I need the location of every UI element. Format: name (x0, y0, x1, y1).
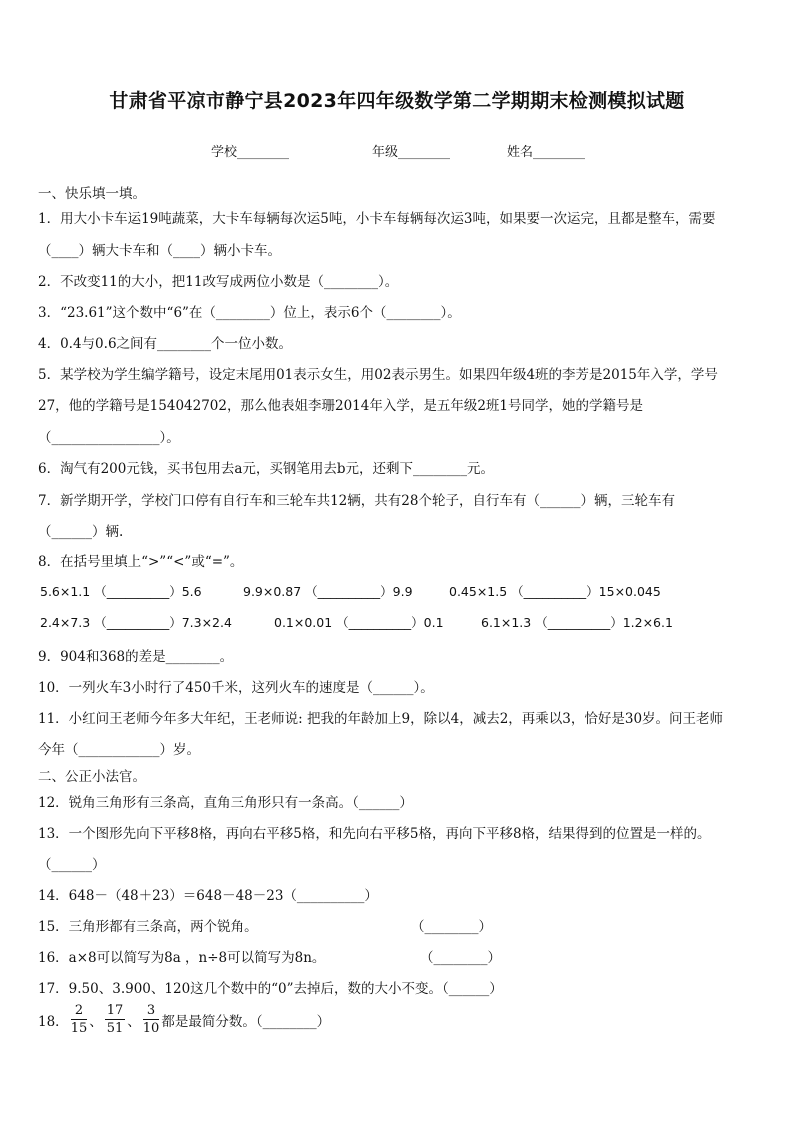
question-15-answer: （________） (411, 919, 492, 935)
question-16: 16．a×8可以简写为8a ，n÷8可以简写为8n。 (38, 950, 326, 966)
school-field[interactable]: 学校________ (211, 145, 290, 160)
question-17: 17．9.50、3.900、120这几个数中的“0”去掉后，数的大小不变。（______） (38, 981, 503, 997)
question-3: 3．“23.61”这个数中“6”在（________）位上，表示6个（________）。 (38, 305, 461, 321)
fraction-numerator: 3 (143, 1002, 160, 1020)
question-5-line-1: 5．某学校为学生编学籍号，设定末尾用01表示女生，用02表示男生。如果四年级4班的李芳是2015年入学，学号 (38, 367, 718, 383)
compare-item: 6.1×1.3 （__________）1.2×6.1 (481, 615, 673, 630)
question-16-answer: （________） (420, 950, 501, 966)
separator: 、 (89, 1013, 103, 1030)
question-8: 8．在括号里填上“>”“<”或“=”。 (38, 554, 244, 570)
question-11-line-2: 今年（____________）岁。 (38, 742, 200, 758)
question-14: 14．648－（48＋23）＝648－48－23（__________） (38, 888, 378, 904)
question-6: 6．淘气有200元钱，买书包用去a元，买钢笔用去b元，还剩下________元。 (38, 461, 495, 477)
fraction-3-10 (143, 1002, 160, 1037)
compare-item: 0.45×1.5 （__________）15×0.045 (449, 584, 661, 599)
question-7-line-2: （______）辆. (38, 524, 124, 540)
fraction-numerator: 2 (71, 1002, 88, 1020)
fraction-denominator: 51 (106, 1021, 124, 1036)
question-5-line-2: 27，他的学籍号是154042702，那么他表姐李珊2014年入学，是五年级2班1号同学，她的学籍号是 (38, 398, 644, 414)
question-5-line-3: （________________）。 (38, 430, 180, 446)
question-12: 12．锐角三角形有三条高，直角三角形只有一条高。（______） (38, 795, 413, 811)
fraction-2-15 (71, 1002, 88, 1037)
fraction-denominator: 10 (142, 1021, 160, 1036)
question-15: 15．三角形都有三条高，两个锐角。 (38, 919, 258, 935)
exam-title: 甘肃省平凉市静宁县2023年四年级数学第二学期期末检测模拟试题 (109, 90, 685, 112)
name-field[interactable]: 姓名________ (507, 145, 586, 160)
fraction-denominator: 15 (70, 1021, 88, 1036)
fraction-17-51 (105, 1002, 126, 1037)
question-2: 2．不改变11的大小，把11改写成两位小数是（________）。 (38, 274, 399, 290)
compare-item: 2.4×7.3 （__________）7.3×2.4 (40, 615, 232, 630)
question-10: 10．一列火车3小时行了450千米，这列火车的速度是（______）。 (38, 680, 434, 696)
question-4: 4．0.4与0.6之间有________个一位小数。 (38, 336, 293, 352)
question-7-line-1: 7．新学期开学，学校门口停有自行车和三轮车共12辆，共有28个轮子，自行车有（______）辆，三轮车有 (38, 493, 675, 509)
question-13-line-1: 13．一个图形先向下平移8格，再向右平移5格，和先向右平移5格，再向下平移8格，结果得到的位置是一样的。 (38, 826, 711, 842)
compare-item: 5.6×1.1 （__________）5.6 (40, 584, 202, 599)
question-9: 9．904和368的差是________。 (38, 649, 234, 665)
compare-item: 9.9×0.87 （__________）9.9 (243, 584, 413, 599)
grade-field[interactable]: 年级________ (372, 145, 451, 160)
question-18-label: 18． (38, 1013, 69, 1030)
section-heading-1: 一、快乐填一填。 (38, 186, 146, 202)
question-1-line-1: 1．用大小卡车运19吨蔬菜，大卡车每辆每次运5吨，小卡车每辆每次运3吨，如果要一次运完，且都是整车，需要 (38, 211, 716, 227)
section-heading-2: 二、公正小法官。 (38, 769, 146, 785)
question-11-line-1: 11．小红问王老师今年多大年纪，王老师说: 把我的年龄加上9，除以4，减去2，再乘以3，恰好是30岁。问王老师 (38, 711, 724, 727)
fraction-numerator: 17 (106, 1003, 124, 1018)
question-13-line-2: （______） (38, 857, 106, 873)
question-18-tail: 都是最简分数。（________） (161, 1013, 331, 1030)
question-18 (38, 1002, 330, 1037)
compare-item: 0.1×0.01 （__________）0.1 (274, 615, 444, 630)
question-1-line-2: （____）辆大卡车和（____）辆小卡车。 (38, 243, 281, 259)
separator: 、 (127, 1013, 141, 1030)
